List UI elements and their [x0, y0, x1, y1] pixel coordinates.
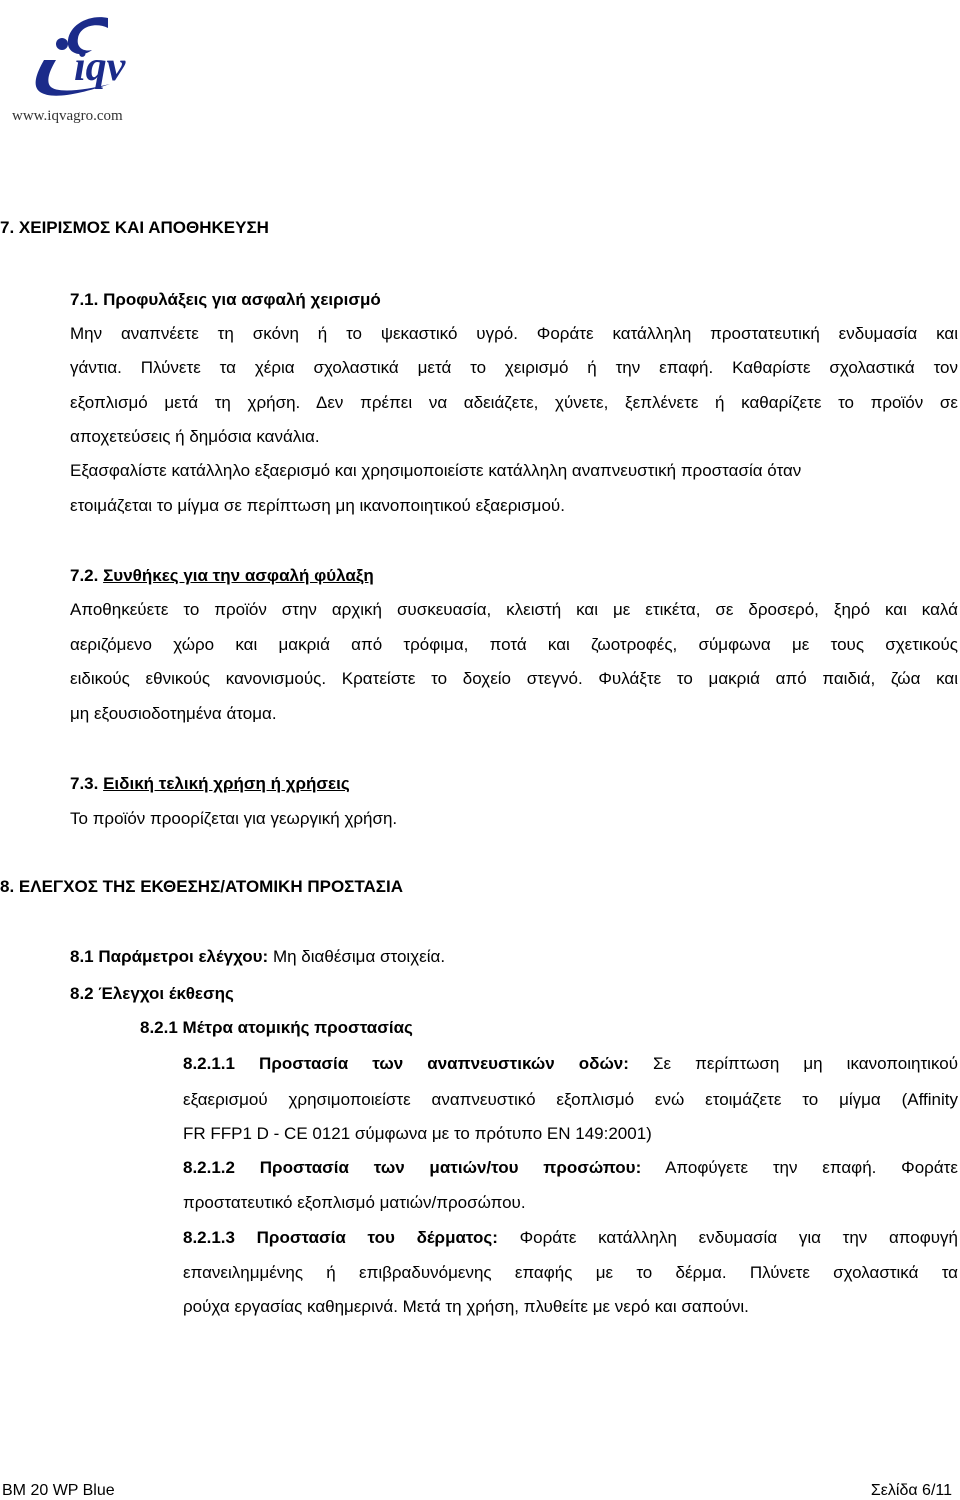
para-8-2-1-3-line: ρούχα εργασίας καθημερινά. Μετά τη χρήση, πλυθείτε με νερό και σαπούνι.	[183, 1297, 749, 1316]
section-7-1-line: Μην αναπνέετε τη σκόνη ή το ψεκαστικό υγρό. Φοράτε κατάλληλη προστατευτική ενδυμασία και	[70, 324, 958, 343]
section-7-3-title: Ειδική τελική χρήση ή χρήσεις	[103, 774, 350, 793]
section-8-1-value: Μη διαθέσιμα στοιχεία.	[272, 947, 446, 966]
section-7-2-line: μη εξουσιοδοτημένα άτομα.	[70, 704, 277, 723]
section-7-title: 7. ΧΕΙΡΙΣΜΟΣ ΚΑΙ ΑΠΟΘΗΚΕΥΣΗ	[0, 218, 269, 237]
para-8-2-1-2-line: προστατευτικό εξοπλισμό ματιών/προσώπου.	[183, 1193, 526, 1212]
para-8-2-1-1-label: 8.2.1.1 Προστασία των αναπνευστικών οδών:	[183, 1054, 629, 1073]
para-8-2-1-1-first	[183, 1054, 958, 1074]
para-8-2-1-3-line: επανειλημμένης ή επιβραδυνόμενης επαφής με το δέρμα. Πλύνετε σχολαστικά τα	[183, 1263, 958, 1282]
para-8-2-1-1-line: FR FFP1 D - CE 0121 σύμφωνα με το πρότυπο EN 149:2001)	[183, 1124, 652, 1143]
para-8-2-1-2-text: Αποφύγετε την επαφή. Φοράτε	[665, 1158, 958, 1177]
company-logo	[0, 0, 205, 140]
section-7-2-heading	[70, 566, 374, 586]
para-8-2-1-3-text: Φοράτε κατάλληλη ενδυμασία για την αποφυγή	[519, 1228, 958, 1247]
iqv-logo-icon	[0, 0, 205, 110]
para-8-2-1-3-first	[183, 1228, 958, 1248]
para-8-2-1-2-label: 8.2.1.2 Προστασία των ματιών/του προσώπου:	[183, 1158, 642, 1177]
para-8-2-1-1-text: Σε περίπτωση μη ικανοποιητικού	[653, 1054, 958, 1073]
svg-text:iqv: iqv	[74, 44, 126, 90]
section-8-title: 8. ΕΛΕΓΧΟΣ ΤΗΣ ΕΚΘΕΣΗΣ/ΑΤΟΜΙΚΗ ΠΡΟΣΤΑΣΙΑ	[0, 877, 403, 896]
section-7-2-number: 7.2.	[70, 566, 99, 585]
section-7-3-heading	[70, 774, 350, 794]
section-7-1-line: ετοιμάζεται το μίγμα σε περίπτωση μη ικανοποιητικού εξαερισμού.	[70, 496, 565, 515]
section-8-1-label: 8.1 Παράμετροι ελέγχου:	[70, 947, 269, 966]
section-8-2-1-title: 8.2.1 Μέτρα ατομικής προστασίας	[140, 1018, 413, 1037]
section-7-2-line: αεριζόμενο χώρο και μακριά από τρόφιμα, ποτά και ζωοτροφές, σύμφωνα με τους σχετικούς	[70, 635, 958, 654]
section-7-1-line: γάντια. Πλύνετε τα χέρια σχολαστικά μετά το χειρισμό ή την επαφή. Καθαρίστε σχολαστικά τον	[70, 358, 958, 377]
section-8-2-title: 8.2 Έλεγχοι έκθεσης	[70, 984, 234, 1003]
section-7-2-line: Αποθηκεύετε το προϊόν στην αρχική συσκευασία, κλειστή και με ετικέτα, σε δροσερό, ξηρό και καλά	[70, 600, 958, 619]
section-7-1-title: 7.1. Προφυλάξεις για ασφαλή χειρισμό	[70, 290, 381, 309]
section-7-1-line: εξοπλισμό μετά τη χρήση. Δεν πρέπει να αδειάζετε, χύνετε, ξεπλένετε ή καθαρίζετε το προϊόν σε	[70, 393, 958, 412]
section-7-2-line: ειδικούς εθνικούς κανονισμούς. Κρατείστε το δοχείο στεγνό. Φυλάξτε το μακριά από παιδιά, ζώα και	[70, 669, 958, 688]
logo-url-text: www.iqvagro.com	[12, 108, 123, 124]
section-7-3-text: Το προϊόν προορίζεται για γεωργική χρήση.	[70, 809, 398, 828]
section-7-1-line: Εξασφαλίστε κατάλληλο εξαερισμό και χρησιμοποιείστε κατάλληλη αναπνευστική προστασία όταν	[70, 461, 802, 480]
para-8-2-1-2-first	[183, 1158, 958, 1178]
section-7-3-number: 7.3.	[70, 774, 99, 793]
footer-product-name: BM 20 WP Blue	[2, 1482, 115, 1499]
section-7-1-line: αποχετεύσεις ή δημόσια κανάλια.	[70, 427, 320, 446]
footer-page-number: Σελίδα 6/11	[870, 1482, 952, 1499]
para-8-2-1-3-label: 8.2.1.3 Προστασία του δέρματος:	[183, 1228, 498, 1247]
section-8-1	[70, 947, 445, 967]
section-7-2-title: Συνθήκες για την ασφαλή φύλαξη	[103, 566, 374, 585]
para-8-2-1-1-line: εξαερισμού χρησιμοποιείστε αναπνευστικό εξοπλισμό ενώ ετοιμάζετε το μίγμα (Affinity	[183, 1090, 958, 1109]
